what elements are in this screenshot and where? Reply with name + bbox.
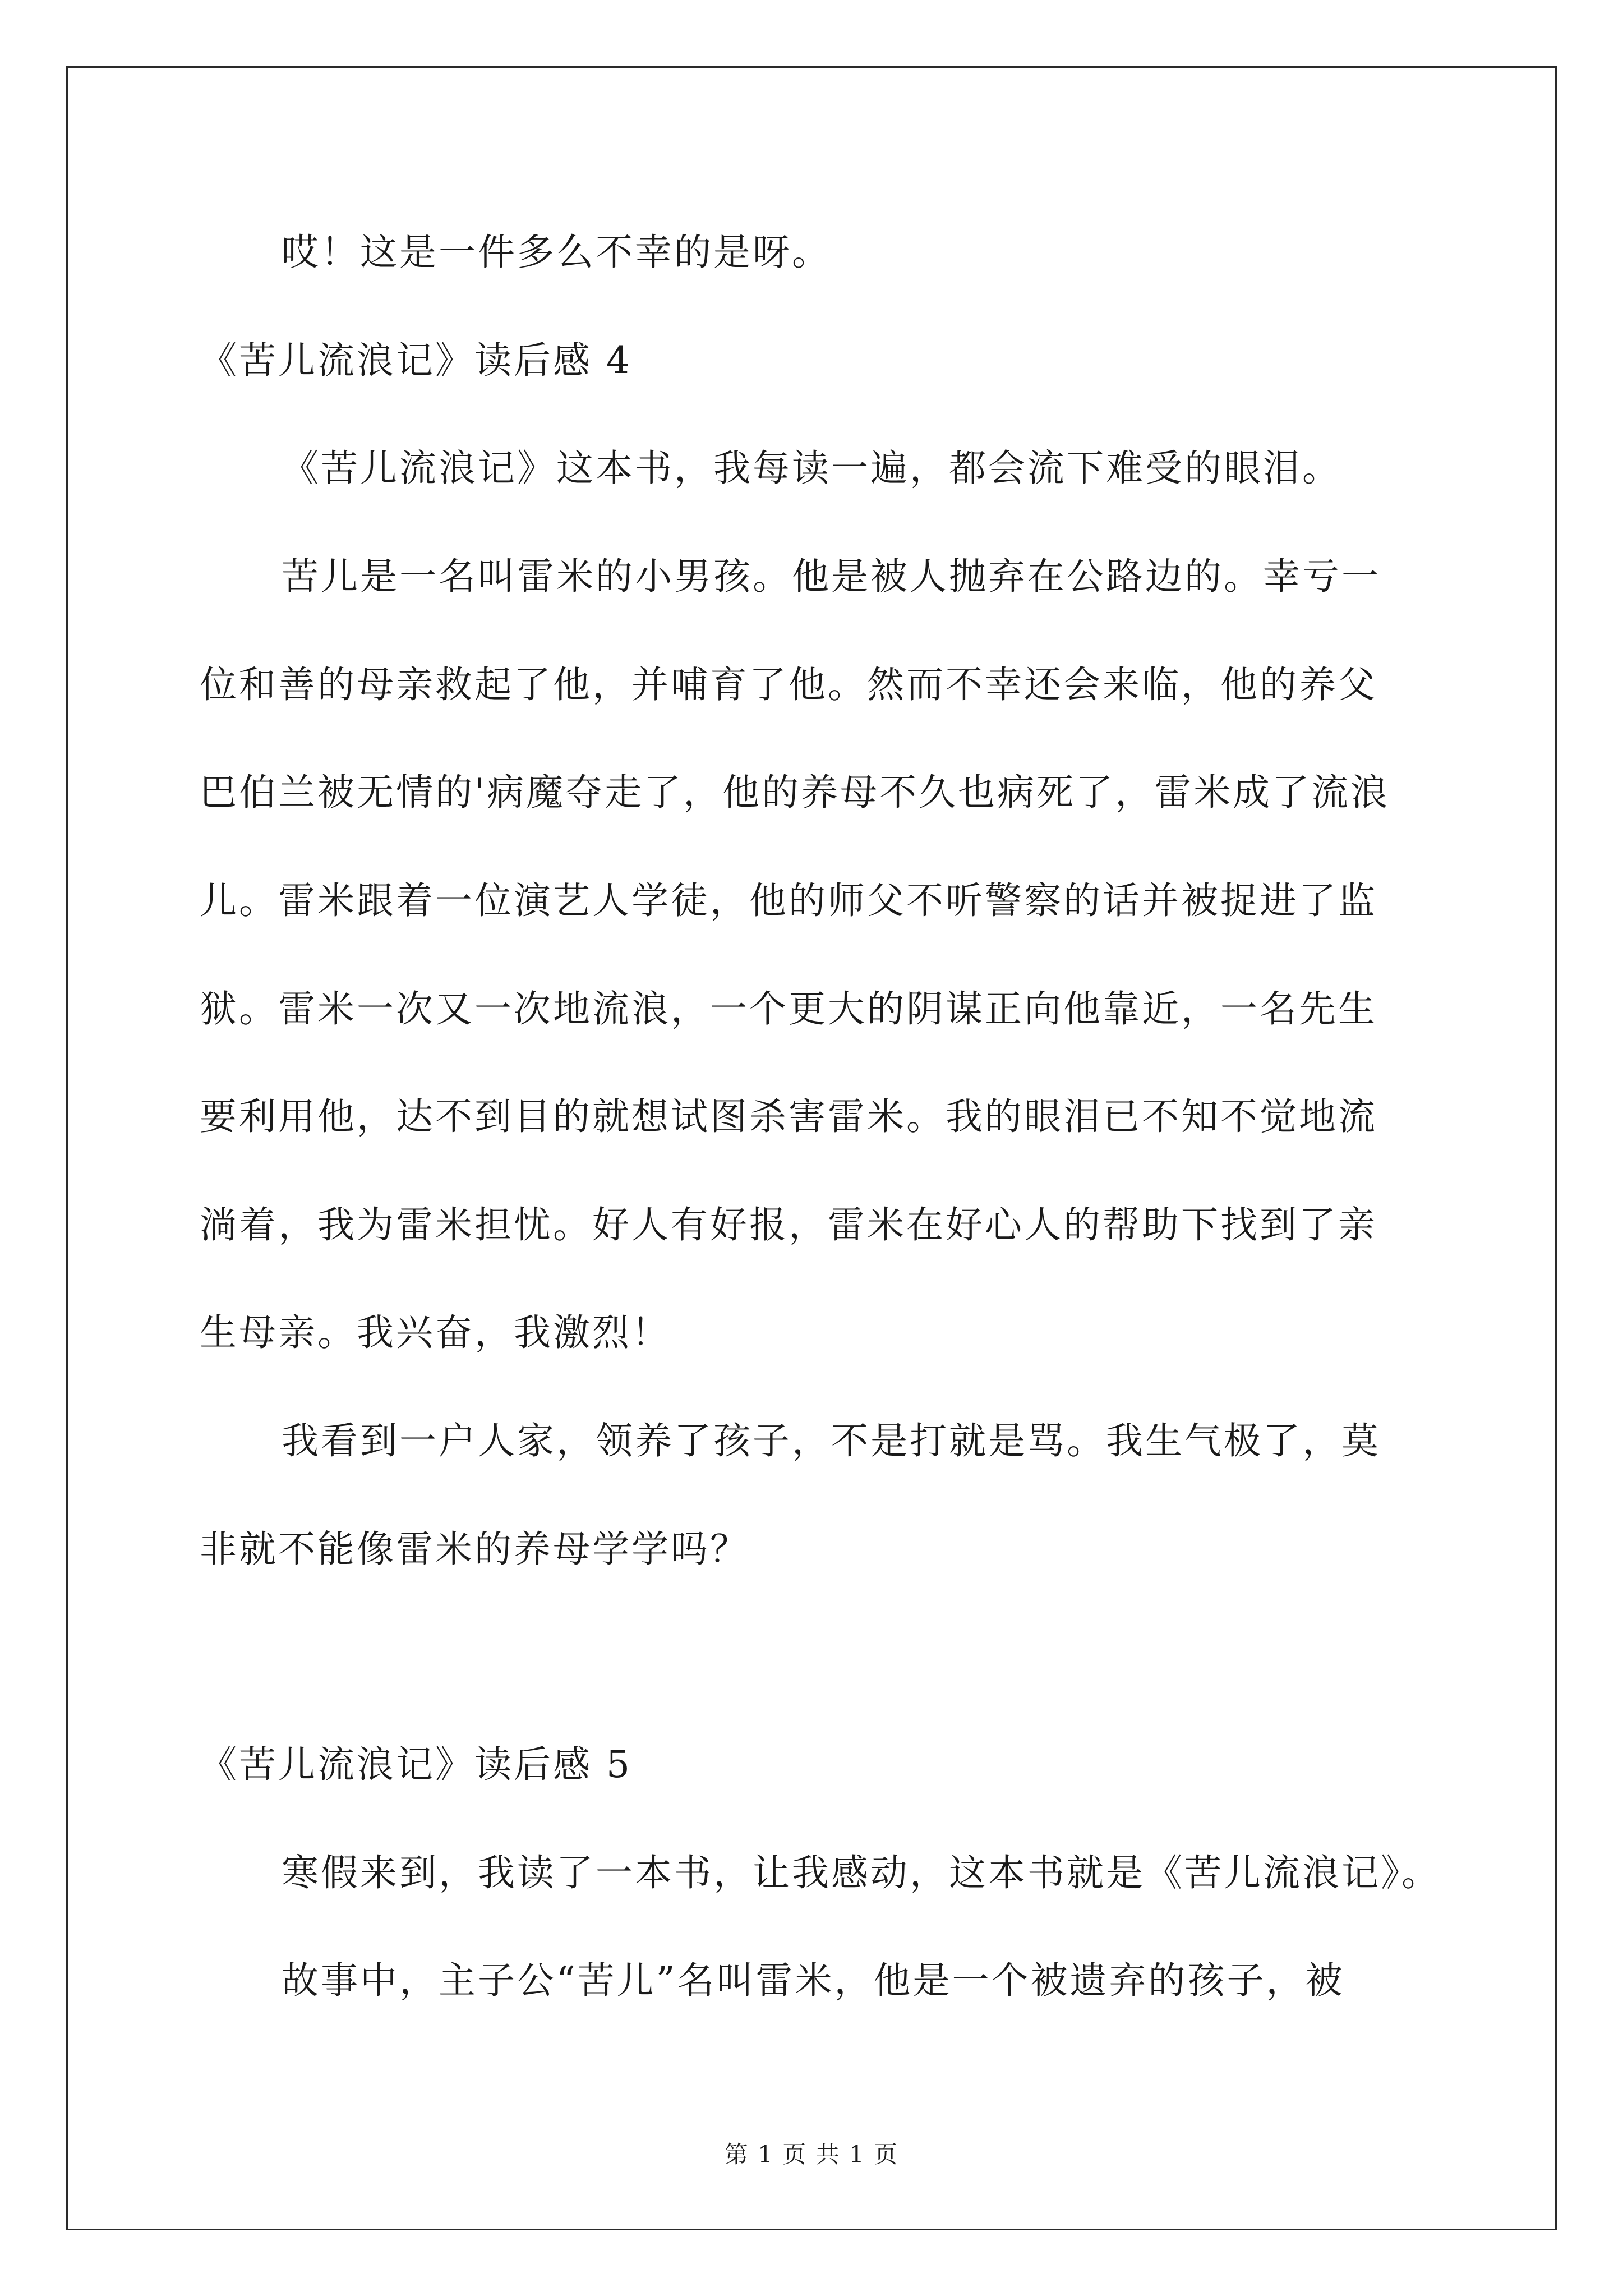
paragraph-line: 生母亲。我兴奋，我激烈！ (200, 1311, 671, 1354)
paragraph-line: 《苦儿流浪记》这本书，我每读一遍，都会流下难受的眼泪。 (282, 447, 1341, 490)
paragraph-line: 非就不能像雷米的养母学学吗？ (200, 1527, 749, 1571)
paragraph-line: 故事中，主子公“苦儿”名叫雷米，他是一个被遗弃的孩子，被 (282, 1959, 1345, 2002)
section-heading: 《苦儿流浪记》读后感 4 (200, 339, 632, 382)
paragraph-line: 寒假来到，我读了一本书，让我感动，这本书就是《苦儿流浪记》。 (282, 1851, 1441, 1894)
paragraph-line: 苦儿是一名叫雷米的小男孩。他是被人抛弃在公路边的。幸亏一 (282, 555, 1381, 598)
page-footer: 第 1 页 共 1 页 (724, 2141, 899, 2168)
paragraph-line: 淌着，我为雷米担忧。好人有好报，雷米在好心人的帮助下找到了亲 (200, 1203, 1377, 1246)
page-border (66, 66, 1557, 2230)
paragraph-line: 儿。雷米跟着一位演艺人学徒，他的师父不听警察的话并被捉进了监 (200, 879, 1377, 922)
paragraph-line: 位和善的母亲救起了他，并哺育了他。然而不幸还会来临，他的养父 (200, 663, 1377, 706)
paragraph-line: 要利用他，达不到目的就想试图杀害雷米。我的眼泪已不知不觉地流 (200, 1095, 1377, 1138)
paragraph-line: 狱。雷米一次又一次地流浪，一个更大的阴谋正向他靠近，一名先生 (200, 987, 1377, 1030)
paragraph-line: 巴伯兰被无情的'病魔夺走了，他的养母不久也病死了，雷米成了流浪 (200, 771, 1390, 814)
paragraph-line: 我看到一户人家，领养了孩子，不是打就是骂。我生气极了，莫 (282, 1419, 1381, 1462)
paragraph-line: 哎！这是一件多么不幸的是呀。 (282, 231, 831, 274)
section-heading: 《苦儿流浪记》读后感 5 (200, 1743, 632, 1786)
